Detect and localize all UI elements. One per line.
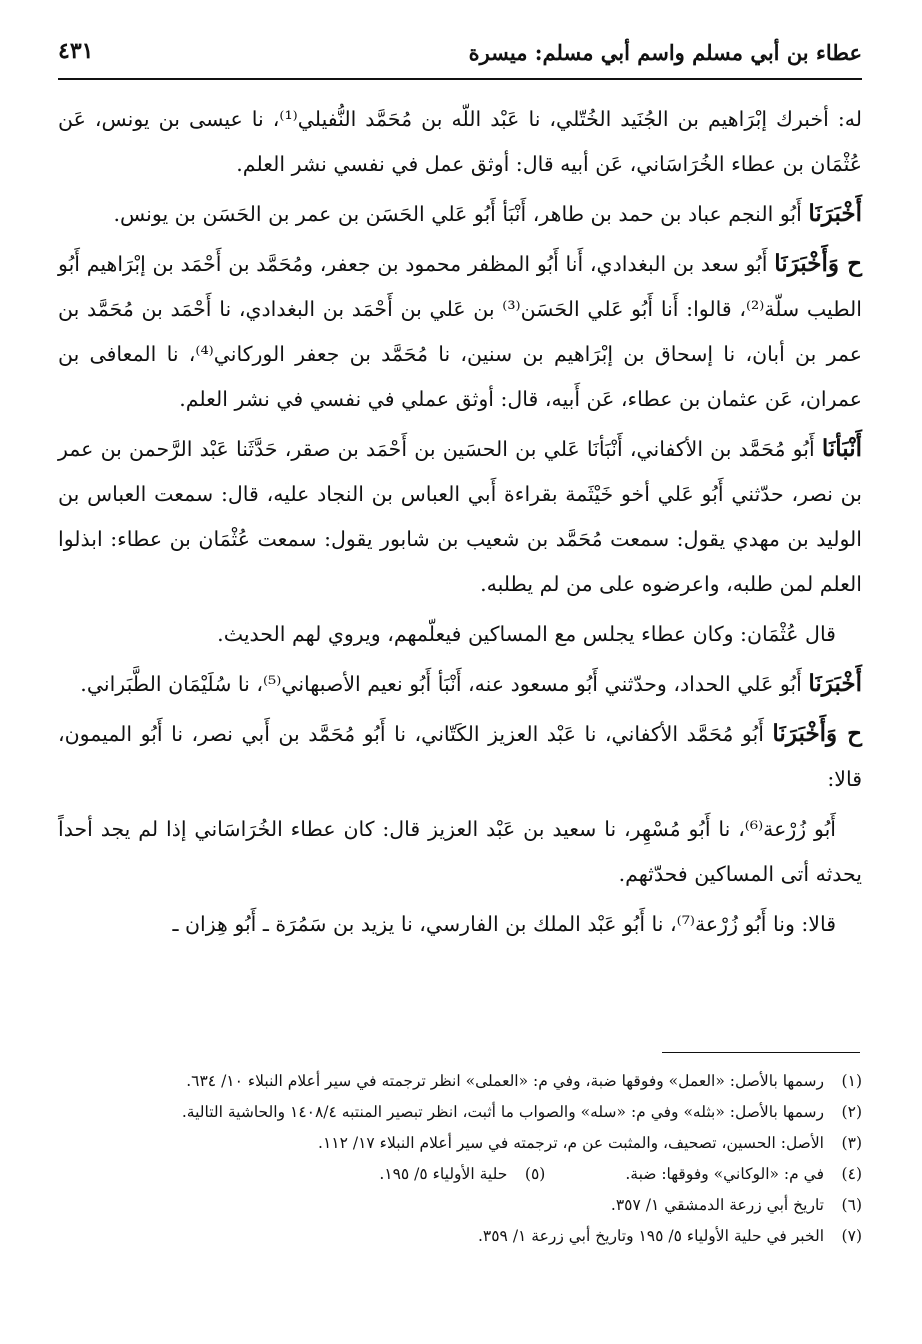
paragraph-text: قال عُثْمَان: وكان عطاء يجلس مع المساكين فيعلّمهم، ويروي لهم الحديث. [217, 622, 836, 646]
paragraph-text: أَبُو سعد بن البغدادي، أَنا أَبُو المظفر محمود بن جعفر، ومُحَمَّد بن أَحْمَد بن إبْرَاهيم أَبُو الطيب سلّة⁽²⁾، قالوا: أَنا أَبُو عَلي الحَسَن⁽³⁾ بن عَلي بن أَحْمَد بن البغدادي، نا أَحْمَد بن مُحَمَّد بن عمر بن أبان، نا إسحاق بن إبْرَاهيم بن سنين، نا مُحَمَّد بن جعفر الوركاني⁽⁴⁾، نا المعافى بن عمران، عَن عثمان بن عطاء، عَن أَبيه، قال: أوثق عملي في نفسي في نشر العلم. [58, 252, 862, 411]
paragraph-text: له: أخبرك إبْرَاهيم بن الجُنَيد الخُتّلي، نا عَبْد اللّه بن مُحَمَّد النُّفيلي⁽¹⁾، نا عيسى بن يونس، عَن عُثْمَان بن عطاء الخُرَاسَاني، عَن أبيه قال: أوثق عمل في نفسي نشر العلم. [58, 107, 862, 176]
footnote-text: رسمها بالأصل: «العمل» وفوقها ضبة، وفي م: «العملى» انظر ترجمته في سير أعلام النبلاء ١٠/ ٦٣٤. [186, 1072, 824, 1090]
chain-lead-word: أَخْبَرَنَا [808, 200, 862, 227]
footnote [58, 1128, 862, 1159]
footnote-number: (٣) [841, 1134, 862, 1152]
paragraph-text: أَبُو عَلي الحداد، وحدّثني أَبُو مسعود عنه، أَنْبَأ أَبُو نعيم الأصبهاني⁽⁵⁾، نا سُلَيْمَان الطَّبَراني. [80, 672, 809, 696]
footnote [58, 1097, 862, 1128]
chain-lead-word: ح وَأَخْبَرَنَا [772, 720, 862, 747]
footnote-number: (٢) [841, 1103, 862, 1121]
footnote-text: تاريخ أبي زرعة الدمشقي ١/ ٣٥٧. [610, 1196, 824, 1214]
paragraph [58, 901, 862, 947]
paragraph [58, 96, 862, 187]
paragraph-text: أَبُو مُحَمَّد بن الأكفاني، أَنْبَأنَا عَلي بن الحسَين بن أَحْمَد بن صقر، حَدَّثَنا عَبْد الرَّحمن بن عمر بن نصر، حدّثني أَبُو عَلي أخو خَيْثَمة بقراءة أَبي العباس بن النجاد عليه، قال: سمعت العباس بن الوليد بن مهدي يقول: سمعت مُحَمَّد بن شعيب بن شابور يقول: سمعت عُثْمَان بن عطاء: ابذلوا العلم لمن طلبه، واعرضوه على من لم يطلبه. [58, 437, 862, 596]
chain-lead-word: أَخْبَرَنَا [808, 670, 862, 697]
page-number: ٤٣١ [58, 38, 94, 64]
page-header [58, 34, 862, 80]
chain-lead-word: ح وَأَخْبَرَنَا [774, 250, 863, 277]
chain-lead-word: أَنْبَأنَا [821, 435, 862, 462]
footnote-text: الأصل: الحسين، تصحيف، والمثبت عن م، ترجمته في سير أعلام النبلاء ١٧/ ١١٢. [318, 1134, 824, 1152]
footnote [58, 1190, 862, 1221]
footnote-text: في م: «الوكاني» وفوقها: ضبة. [625, 1165, 824, 1183]
paragraph-text: أَبُو النجم عباد بن حمد بن طاهر، أَنْبَأ أَبُو عَلي الحَسَن بن عمر بن الحَسَن بن يونس. [113, 202, 809, 226]
main-text [58, 96, 862, 951]
footnote-divider [662, 1052, 860, 1053]
footnotes [58, 1066, 862, 1252]
paragraph-text: أَبُو مُحَمَّد الأكفاني، نا عَبْد العزيز الكَتّاني، نا أَبُو مُحَمَّد بن أَبي نصر، نا أَبُو الميمون، قالا: [58, 722, 862, 791]
paragraph-text: قالا: ونا أَبُو زُرْعة⁽⁷⁾، نا أَبُو عَبْد الملك بن الفارسي، نا يزيد بن سَمُرَة ـ أَبُو هِزان ـ [172, 912, 836, 936]
paragraph [58, 191, 862, 237]
footnote-number: (٥) [524, 1165, 546, 1183]
paragraph [58, 661, 862, 707]
paragraph [58, 711, 862, 802]
footnote-number: (١) [841, 1072, 862, 1090]
footnote [58, 1159, 862, 1190]
footnote-text: رسمها بالأصل: «بثله» وفي م: «سله» والصواب ما أثبت، انظر تبصير المنتبه ١٤٠٨/٤ والحاشية التالية. [181, 1103, 824, 1121]
footnote [58, 1066, 862, 1097]
paragraph [58, 806, 862, 897]
footnote-text: حلية الأولياء ٥/ ١٩٥. [379, 1165, 508, 1183]
footnote-number: (٧) [841, 1227, 862, 1245]
paragraph-text: أَبُو زُرْعة⁽⁶⁾، نا أَبُو مُسْهِر، نا سعيد بن عَبْد العزيز قال: كان عطاء الخُرَاسَاني إذا لم يجد أحداً يحدثه أتى المساكين فحدّثهم. [58, 817, 862, 886]
footnote-number: (٤) [841, 1165, 862, 1183]
footnote-text: الخبر في حلية الأولياء ٥/ ١٩٥ وتاريخ أبي زرعة ١/ ٣٥٩. [477, 1227, 824, 1245]
footnote [58, 1221, 862, 1252]
paragraph [58, 426, 862, 607]
paragraph [58, 611, 862, 657]
footnote-number: (٦) [841, 1196, 862, 1214]
paragraph [58, 241, 862, 422]
running-title: عطاء بن أبي مسلم واسم أبي مسلم: ميسرة [468, 40, 862, 65]
